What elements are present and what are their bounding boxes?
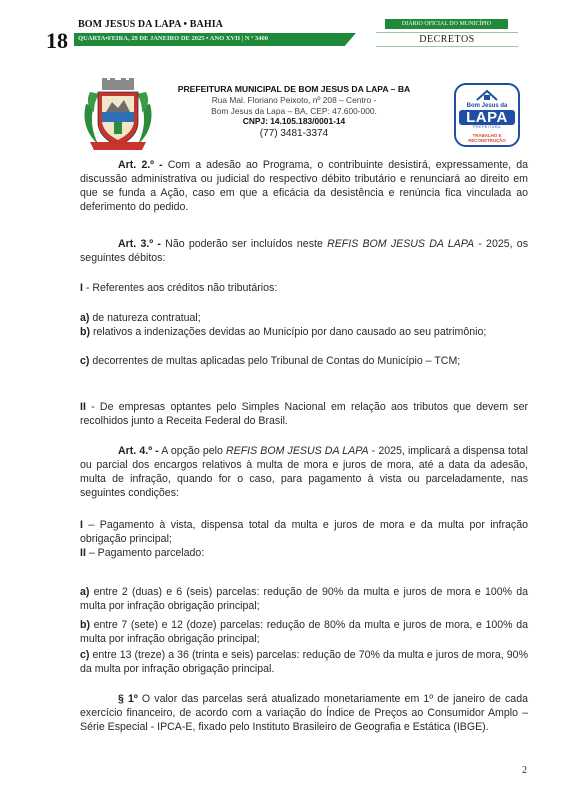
prefeitura-logo <box>454 83 520 147</box>
art2-label: Art. 2.º - <box>118 159 163 171</box>
art3-item-b-text: relativos a indenizações devidas ao Município por dano causado ao seu patrimônio; <box>90 326 487 338</box>
art4-paragraph <box>80 444 528 500</box>
art4-program-name: REFIS BOM JESUS DA LAPA <box>225 445 369 457</box>
logo-slogan <box>456 133 518 143</box>
page-number: 2 <box>522 765 527 776</box>
letterhead-title: PREFEITURA MUNICIPAL DE BOM JESUS DA LAPA – BA <box>177 84 411 94</box>
art4-item-a <box>80 585 528 613</box>
paragraph-1 <box>80 692 528 734</box>
logo-sub-text: PREFEITURA <box>473 125 501 129</box>
art3-item-c-label: c) <box>80 355 90 367</box>
art4-item-i-label: I <box>80 519 83 531</box>
art3-item-i-text: - Referentes aos créditos não tributários: <box>82 282 278 294</box>
art4-text-b: - 2025, implicará a dispensa total ou parcial dos encargos relativos à multa de mora e juros de mora, até a data da adesão, multa de infração, quando for o caso, para pagamento à vista ou parceladamente, nas seguintes condições: <box>80 445 529 499</box>
art4-item-c <box>80 648 528 676</box>
logo-slogan-line1: TRABALHO E <box>472 133 502 138</box>
publication-name: BOM JESUS DA LAPA • BAHIA <box>78 19 224 30</box>
gazette-page-number: 18 <box>46 28 68 53</box>
art3-item-ii-text: - De empresas optantes pelo Simples Nacional em relação aos tributos que devem ser recolhidos junto a Receita Federal do Brasil. <box>80 401 528 427</box>
art3-item-b <box>80 325 528 339</box>
art3-paragraph <box>80 237 528 265</box>
art3-item-a-text: de natureza contratual; <box>89 312 201 324</box>
art3-item-ii-label: II <box>80 401 86 413</box>
diario-label: DIÁRIO OFICIAL DO MUNICÍPIO <box>385 19 508 29</box>
logo-slogan-line2: RECONSTRUÇÃO <box>468 138 506 143</box>
paragraph-1-label: § 1º <box>118 693 138 705</box>
issue-date: QUARTA•FEIRA, 29 DE JANEIRO DE 2025 • ANO XVII | N º 3400 <box>78 35 268 42</box>
house-icon <box>475 89 499 101</box>
art3-item-i <box>80 281 528 295</box>
art3-item-c-text: decorrentes de multas aplicadas pelo Tribunal de Contas do Município – TCM; <box>89 355 461 367</box>
section-title: DECRETOS <box>376 32 518 47</box>
letterhead-phone: (77) 3481-3374 <box>259 128 329 139</box>
art3-label: Art. 3.º - <box>118 238 161 250</box>
art4-item-ii-text: – Pagamento parcelado: <box>85 547 205 559</box>
art3-item-i-label: I <box>80 282 83 294</box>
art4-item-b-label: b) <box>80 619 90 631</box>
art4-item-a-label: a) <box>80 586 90 598</box>
art4-text-a: A opção pelo <box>158 445 226 457</box>
art3-item-b-label: b) <box>80 326 90 338</box>
art3-text-b: - 2025, os seguintes débitos: <box>80 238 528 264</box>
municipal-crest-icon <box>80 78 156 152</box>
art4-item-c-text: entre 13 (treze) a 36 (trinta e seis) parcelas: redução de 70% da multa e juros de mora, 90% da multa por infração obrigação principal. <box>80 649 528 675</box>
art3-item-a-label: a) <box>80 312 90 324</box>
art4-item-c-label: c) <box>80 649 90 661</box>
art4-item-i <box>80 518 528 546</box>
art3-item-c <box>80 354 528 368</box>
art2-text: Com a adesão ao Programa, o contribuinte desistirá, expressamente, da discussão administrativa ou judicial do respectivo débito tributário e renunciará ao direito em que se funda a Ação, caso em que a eficácia da desistência e renúncia fica vinculada ao deferimento do pedido. <box>80 159 528 213</box>
art4-item-b-text: entre 7 (sete) e 12 (doze) parcelas: redução de 80% da multa e juros de mora, e 100% da multa por infração obrigação principal; <box>80 619 528 645</box>
art4-item-a-text: entre 2 (duas) e 6 (seis) parcelas: redução de 90% da multa e juros de mora e 100% da multa por infração obrigação principal; <box>80 586 528 612</box>
logo-main-text: LAPA <box>459 110 515 125</box>
art3-item-ii <box>80 400 528 428</box>
art4-item-ii-label: II <box>80 547 86 559</box>
letterhead-cnpj: CNPJ: 14.105.183/0001-14 <box>242 116 346 126</box>
letterhead <box>160 84 428 140</box>
logo-top-text: Bom Jesus da <box>466 103 508 109</box>
art4-item-b <box>80 618 528 646</box>
letterhead-address: Rua Mal. Floriano Peixoto, nº 208 – Centro - <box>211 95 377 105</box>
art4-item-ii <box>80 546 528 560</box>
art3-program-name: REFIS BOM JESUS DA LAPA <box>327 238 475 250</box>
paragraph-1-text: O valor das parcelas será atualizado monetariamente em 1º de janeiro de cada exercício financeiro, de acordo com a variação do Índice de Preços ao Consumidor Amplo – Série Especial - IPCA-E, fixado pelo Instituto Brasileiro de Geografia e Estática (IBGE). <box>80 693 528 733</box>
art4-label: Art. 4.º - <box>118 445 159 457</box>
art3-text-a: Não poderão ser incluídos neste <box>160 238 328 250</box>
art4-item-i-text: – Pagamento à vista, dispensa total da multa e juros de mora e da multa por infração obrigação principal; <box>80 519 528 545</box>
letterhead-city: Bom Jesus da Lapa – BA, CEP: 47.600-000. <box>211 105 377 116</box>
gazette-header <box>0 0 588 60</box>
art2-paragraph <box>80 158 528 214</box>
art3-item-a <box>80 311 528 325</box>
